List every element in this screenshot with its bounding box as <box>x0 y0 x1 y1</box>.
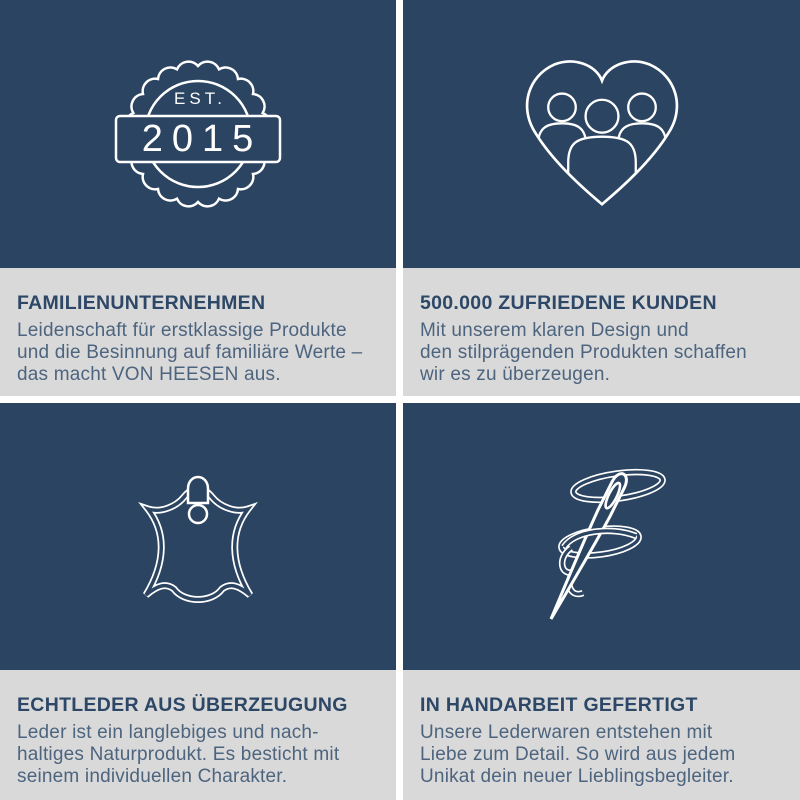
feature-heading: IN HANDARBEIT GEFERTIGT <box>420 694 698 716</box>
feature-body-line: das macht VON HEESEN aus. <box>17 364 281 386</box>
text-panel-family <box>0 268 396 396</box>
text-panel-leather <box>0 670 396 800</box>
feature-body-line: und die Besinnung auf familiäre Werte – <box>17 342 363 364</box>
leather-hide-icon <box>128 457 268 617</box>
feature-body-line: Leder ist ein langlebiges und nach- <box>17 722 319 744</box>
feature-body-line: seinem individuellen Charakter. <box>17 766 288 788</box>
feature-card-handmade <box>403 403 800 800</box>
text-panel-handmade <box>403 670 800 800</box>
feature-heading: 500.000 ZUFRIEDENE KUNDEN <box>420 292 717 314</box>
icon-panel-leather <box>0 403 396 670</box>
needle-thread-icon <box>519 444 684 629</box>
feature-body-line: den stilprägenden Produkten schaffen <box>420 342 747 364</box>
feature-body-line: Unsere Lederwaren entstehen mit <box>420 722 713 744</box>
feature-body-line: Unikat dein neuer Lieblingsbegleiter. <box>420 766 734 788</box>
feature-body-line: wir es zu überzeugen. <box>420 364 611 386</box>
badge-est-label: EST. <box>174 89 226 108</box>
feature-heading: ECHTLEDER AUS ÜBERZEUGUNG <box>17 694 348 716</box>
feature-body-line: Leidenschaft für erstklassige Produkte <box>17 320 347 342</box>
icon-panel-family <box>0 0 396 268</box>
feature-body-line: Mit unserem klaren Design und <box>420 320 689 342</box>
icon-panel-handmade <box>403 403 800 670</box>
icon-panel-customers <box>403 0 800 268</box>
feature-card-family <box>0 0 396 396</box>
feature-card-leather <box>0 403 396 800</box>
feature-body-line: haltiges Naturprodukt. Es besticht mit <box>17 744 340 766</box>
feature-body-line: Liebe zum Detail. So wird aus jedem <box>420 744 736 766</box>
est-2015-badge-icon <box>103 56 293 212</box>
badge-year-label: 2015 <box>141 118 263 160</box>
text-panel-customers <box>403 268 800 396</box>
heart-family-icon <box>513 54 691 214</box>
feature-card-customers <box>403 0 800 396</box>
feature-heading: FAMILIENUNTERNEHMEN <box>17 292 266 314</box>
